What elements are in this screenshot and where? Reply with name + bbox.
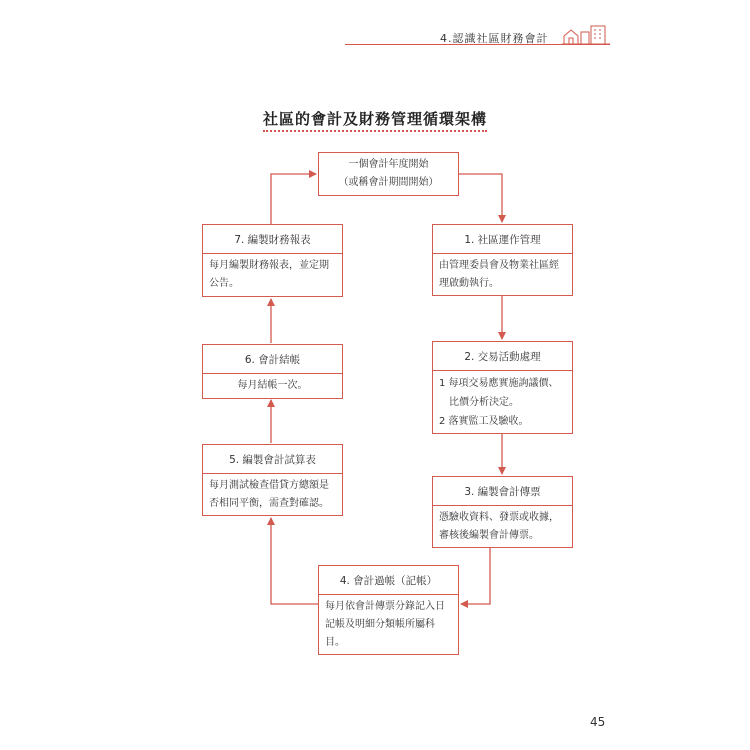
step-5-title: 5. 編製會計試算表 xyxy=(203,445,342,474)
start-line-1: 一個會計年度開始 xyxy=(348,159,429,170)
page-title: 社區的會計及財務管理循環架構 xyxy=(0,108,750,129)
step-7-title: 7. 編製財務報表 xyxy=(203,225,342,254)
step-3-body: 憑驗收資料、發票或收據， 審核後編製會計傳票。 xyxy=(439,512,559,541)
step-1-body: 由管理委員會及物業社區經 理啟動執行。 xyxy=(439,260,559,289)
step-2-box xyxy=(432,341,573,434)
step-3-box xyxy=(432,476,573,548)
step-6-title: 6. 會計結帳 xyxy=(203,345,342,374)
step-4-body: 每月依會計傳票分錄記入日 記帳及明細分類帳所屬科 目。 xyxy=(325,601,445,648)
step-2-body: 1 每項交易應實施詢議價、 比價分析決定。 2 落實監工及驗收。 xyxy=(439,378,559,427)
step-7-body: 每月編製財務報表，並定期 公告。 xyxy=(209,260,329,289)
step-5-body: 每月測試檢查借貸方總額是 否相同平衡，需查對確認。 xyxy=(209,480,329,509)
step-6-box xyxy=(202,344,343,399)
start-node xyxy=(318,152,459,196)
step-4-box xyxy=(318,565,459,655)
step-5-box xyxy=(202,444,343,516)
chapter-title: 4.認識社區財務會計 xyxy=(440,32,549,45)
step-1-title: 1. 社區運作管理 xyxy=(433,225,572,254)
step-7-box xyxy=(202,224,343,297)
start-line-2: （或稱會計期間開始） xyxy=(338,177,439,188)
step-4-title: 4. 會計過帳（記帳） xyxy=(319,566,458,595)
step-2-title: 2. 交易活動處理 xyxy=(433,342,572,371)
step-3-title: 3. 編製會計傳票 xyxy=(433,477,572,506)
step-1-box xyxy=(432,224,573,296)
step-6-body: 每月結帳一次。 xyxy=(237,380,308,391)
page-number: 45 xyxy=(590,715,606,729)
